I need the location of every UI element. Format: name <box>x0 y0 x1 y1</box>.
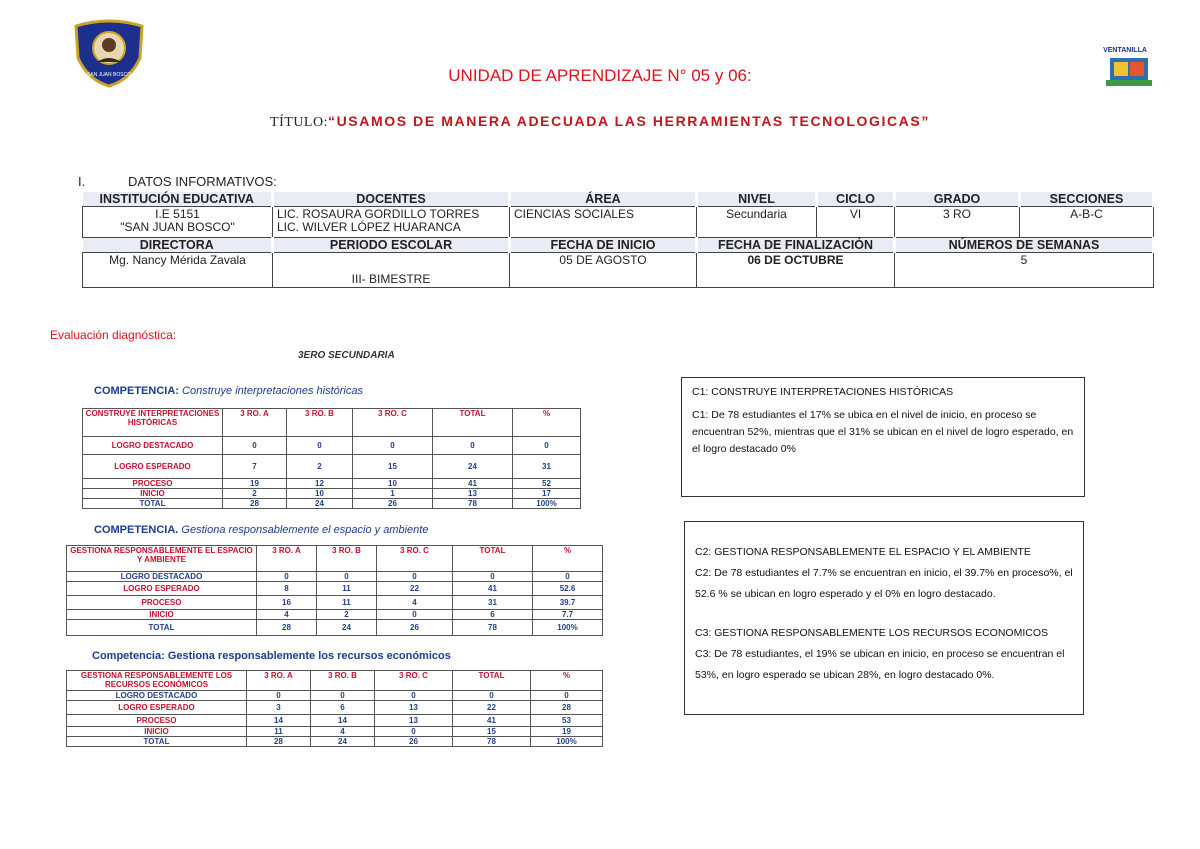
table-header: GESTIONA RESPONSABLEMENTE LOS RECURSOS ECONÓMICOS <box>67 671 247 691</box>
datos-heading <box>78 174 277 189</box>
header-periodo: PERIODO ESCOLAR <box>273 238 510 253</box>
table-header: % <box>531 671 603 691</box>
header-fecha-fin: FECHA DE FINALIZACIÓN <box>697 238 895 253</box>
table-header: TOTAL <box>453 546 533 572</box>
cell-fecha-inicio: 05 DE AGOSTO <box>510 253 697 288</box>
table-header: 3 RO. C <box>375 671 453 691</box>
c1-title: C1: CONSTRUYE INTERPRETACIONES HISTÓRICAS <box>692 386 954 398</box>
table-header: % <box>513 409 581 437</box>
section-number: I. <box>78 174 86 189</box>
table-header: 3 RO. C <box>353 409 433 437</box>
cell-grado: 3 RO <box>895 207 1020 238</box>
evaluation-label: Evaluación diagnóstica: <box>50 328 177 342</box>
table-row: TOTAL 28 24 26 78 100% <box>67 620 603 636</box>
competency-title-2: COMPETENCIA. Gestiona responsablemente el espacio y ambiente <box>94 524 429 536</box>
c1-summary-box <box>681 377 1085 497</box>
unit-subtitle <box>0 113 1200 131</box>
table-header: 3 RO. A <box>257 546 317 572</box>
cell-secciones: A-B-C <box>1020 207 1154 238</box>
table-row: TOTAL 28 24 26 78 100% <box>67 737 603 747</box>
header-institucion: INSTITUCIÓN EDUCATIVA <box>83 192 273 207</box>
table-header: GESTIONA RESPONSABLEMENTE EL ESPACIO Y AMBIENTE <box>67 546 257 572</box>
competency-table-3 <box>66 670 603 747</box>
c3-title: C3: GESTIONA RESPONSABLEMENTE LOS RECURSOS ECONOMICOS <box>695 627 1048 639</box>
table-row: PROCESO 16 11 4 31 39.7 <box>67 596 603 610</box>
c3-text: C3: De 78 estudiantes, el 19% se ubican en inicio, en proceso se encuentran el 53%, en logro esperado se ubican 28%, en logro destacado 0%. <box>695 648 1065 681</box>
table-row: INICIO 11 4 0 15 19 <box>67 727 603 737</box>
table-row: LOGRO ESPERADO 7 2 15 24 31 <box>83 455 581 479</box>
competency-table-2 <box>66 545 603 636</box>
header-grado: GRADO <box>895 192 1020 207</box>
table-header: CONSTRUYE INTERPRETACIONES HISTÓRICAS <box>83 409 223 437</box>
grade-label: 3ERO SECUNDARIA <box>298 350 395 361</box>
table-row: LOGRO DESTACADO 0 0 0 0 0 <box>67 691 603 701</box>
table-header: 3 RO. B <box>311 671 375 691</box>
table-header: 3 RO. B <box>287 409 353 437</box>
competency-table-1 <box>82 408 581 509</box>
table-row: LOGRO ESPERADO 8 11 22 41 52.6 <box>67 582 603 596</box>
header-fecha-inicio: FECHA DE INICIO <box>510 238 697 253</box>
competency-title-1: COMPETENCIA: Construye interpretaciones históricas <box>94 385 363 397</box>
table-row: PROCESO 19 12 10 41 52 <box>83 479 581 489</box>
cell-directora: Mg. Nancy Mérida Zavala <box>83 253 273 288</box>
header-area: ÁREA <box>510 192 697 207</box>
table-header: 3 RO. B <box>317 546 377 572</box>
table-row: LOGRO DESTACADO 0 0 0 0 0 <box>67 572 603 582</box>
c1-text: C1: De 78 estudiantes el 17% se ubica en el nivel de inicio, en proceso se encuentran 52%, mientras que el 31% se ubican en el nivel de logro esperado, en el logro destacado 0% <box>692 409 1074 455</box>
table-header: TOTAL <box>453 671 531 691</box>
header-nivel: NIVEL <box>697 192 817 207</box>
header-secciones: SECCIONES <box>1020 192 1154 207</box>
info-table <box>82 192 1155 288</box>
table-header: 3 RO. A <box>247 671 311 691</box>
c2-text: C2: De 78 estudiantes el 7.7% se encuentran en inicio, el 39.7% en proceso%, el 52.6 % se ubican en logro esperado y el 0% en logro destacado. <box>695 567 1073 600</box>
table-header: 3 RO. A <box>223 409 287 437</box>
cell-docentes: LIC. ROSAURA GORDILLO TORRES LIC. WILVER LÓPEZ HUARANCA <box>273 207 510 238</box>
table-header: % <box>533 546 603 572</box>
subtitle-label: TÍTULO: <box>270 115 328 130</box>
page-title: UNIDAD DE APRENDIZAJE N° 05 y 06: <box>448 66 752 85</box>
header-ciclo: CICLO <box>817 192 895 207</box>
table-row: INICIO 2 10 1 13 17 <box>83 489 581 499</box>
table-row: LOGRO ESPERADO 3 6 13 22 28 <box>67 701 603 715</box>
cell-area: CIENCIAS SOCIALES <box>510 207 697 238</box>
header-docentes: DOCENTES <box>273 192 510 207</box>
header-directora: DIRECTORA <box>83 238 273 253</box>
c2-title: C2: GESTIONA RESPONSABLEMENTE EL ESPACIO Y EL AMBIENTE <box>695 546 1031 558</box>
cell-nivel: Secundaria <box>697 207 817 238</box>
ventanilla-caption: VENTANILLA <box>1103 47 1147 54</box>
table-row: INICIO 4 2 0 6 7.7 <box>67 610 603 620</box>
table-row: LOGRO DESTACADO 0 0 0 0 0 <box>83 437 581 455</box>
crest-caption: SAN JUAN BOSCO <box>86 72 132 78</box>
cell-ciclo: VI <box>817 207 895 238</box>
section-heading: DATOS INFORMATIVOS: <box>128 174 277 189</box>
subtitle-value: “USAMOS DE MANERA ADECUADA LAS HERRAMIENTAS TECNOLOGICAS” <box>327 113 930 129</box>
cell-periodo: III- BIMESTRE <box>273 253 510 288</box>
competency-title-3: Competencia: Gestiona responsablemente los recursos económicos <box>92 650 451 662</box>
cell-fecha-fin: 06 DE OCTUBRE <box>697 253 895 288</box>
c2-c3-summary-box <box>684 521 1084 715</box>
table-row: PROCESO 14 14 13 41 53 <box>67 715 603 727</box>
table-header: 3 RO. C <box>377 546 453 572</box>
cell-institucion: I.E 5151 "SAN JUAN BOSCO" <box>83 207 273 238</box>
header-semanas: NÚMEROS DE SEMANAS <box>895 238 1154 253</box>
cell-semanas: 5 <box>895 253 1154 288</box>
table-header: TOTAL <box>433 409 513 437</box>
table-row: TOTAL 28 24 26 78 100% <box>83 499 581 509</box>
